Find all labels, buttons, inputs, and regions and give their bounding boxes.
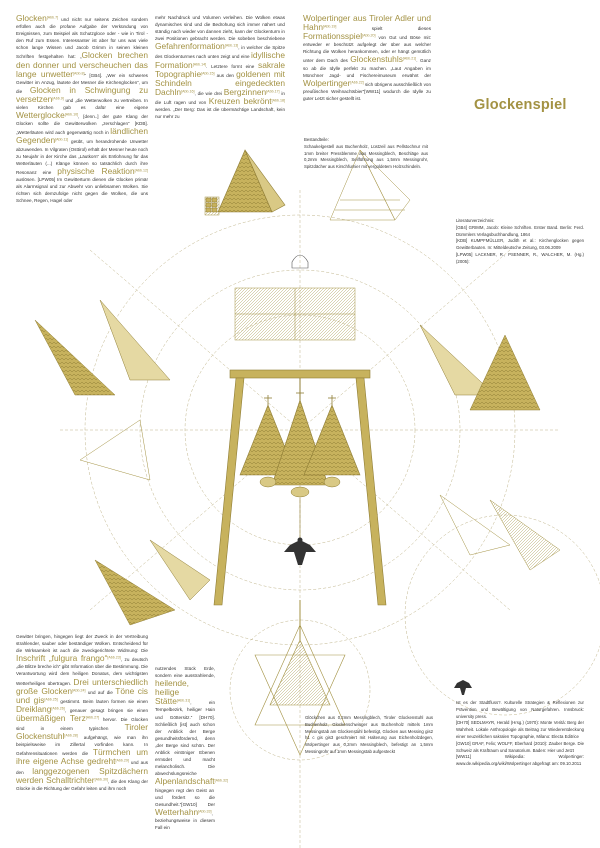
ref: [Abb.23] [107, 655, 121, 660]
materials-block [304, 137, 428, 171]
highlight-text: goldenen mit Schindeln eingedeckten Dachln [155, 68, 285, 97]
body-text: hingegen regt den Geist an und fördert so die Gesundheit.“[GW10] Der [155, 787, 215, 807]
highlight-text: Wolpertinger aus Tiroler Adler und Hahn [303, 13, 431, 33]
highlight-text: übermäßigen Terz [16, 712, 86, 723]
body-text: in die Luft ragen und von [155, 90, 285, 105]
ref: [Abb.16] [181, 89, 195, 94]
components-note [305, 715, 433, 756]
literature-entry: [GW10] GRAF, Felix; WOLFF, Eberhard (2010): Zauber Berge. Die Schweiz als Kraftraum und Sanatorium. Baden: Hier und Jetzt [456, 740, 584, 753]
central-bell-frame [214, 370, 386, 605]
body-text: von Gut und Böse mit: entweder er beschützt aufgelegt der über aus welcher Richtung die Wolken herankommen, oder er hängt gemütlich unter dem Dach des [303, 35, 431, 64]
ref: [Abb.11] [55, 137, 69, 142]
highlight-text: idyllische Formation [155, 50, 285, 70]
left-top-column [16, 14, 148, 204]
highlight-text: Glocken in Schwingung zu versetzen [16, 84, 148, 104]
body-text: und aus den [16, 760, 148, 775]
body-text: , in welcher die Spitze des Glockenturmes nach unten zeigt und eine [155, 45, 285, 60]
highlight-text: Glockenstuhls [350, 54, 403, 65]
right-side-roof-drawing [420, 325, 560, 570]
right-top-column [303, 14, 431, 102]
body-text: und „die Wetterwolken zu vertreiben. In vielen Kirchen gab es dafür eine eigene [16, 97, 148, 111]
literature-entry: [GB4] GRIMM, Jacob: Kleine Schriften. Erster Band. Berlin: Ferd. Dümmlers Verlagsbuchhandlung, 1864 [456, 224, 584, 237]
right-bottom-column [456, 700, 584, 768]
ref: [Abb.15] [201, 71, 215, 76]
ref: [Abb.9] [52, 96, 64, 101]
highlight-text: Türmchen um ihre eigene Achse gedreht [16, 747, 148, 767]
body-text: nutzendes Stück Erde, sondern eine ausstrahlende, [155, 666, 215, 679]
ref: [Abb.12] [134, 168, 148, 173]
body-text: sich übrigens ausschließlich von preußischen Weihnachtsbier“[WW11] wodurch die Idylle zu guter Letzt sicher gestellt ist. [303, 81, 431, 101]
literature-entry: [WW11] Wikipedia: Wolpertinger: www.de.wikipedia.org/wiki/Wolpertinger abgefragt am: 09.10.2011 [456, 754, 584, 767]
materials-heading: Bestandteile: [304, 137, 329, 142]
ref: [Abb.13] [224, 43, 239, 48]
small-wolpertinger-icon [454, 680, 472, 695]
highlight-text: sakrale Topographie [155, 59, 285, 79]
ref: [Abb.30] [94, 777, 108, 782]
highlight-text: Glocken brechen den donner und verscheuchen das lange unwetter [16, 50, 148, 79]
body-text: , beziehungsweise in diesem Fall ein [155, 810, 215, 830]
highlight-text: Wolpertinger [303, 77, 351, 88]
body-text: geübt, um herandrohende Unwetter abzuwenden. In Vilgraten (Osttirol) erhält der Mesner heute noch zu Neujahr in der Kirche das „Läutkorn“ als Entlohnung für das Wetterläuten (...) Klänge können so tatsächlich durch ihre Resonanz eine [16, 139, 148, 175]
ref: [Abb.31] [176, 698, 191, 703]
ref: [Abb.26] [51, 706, 65, 711]
highlight-text: Wetterhahn [155, 806, 199, 817]
body-text: spielt dieses [336, 26, 431, 32]
body-text: werden. „Der Berg: Das ist die übermächtige Landschaft, kein nur mehr zu [155, 107, 285, 120]
ref: [Abb.8] [73, 71, 85, 76]
body-text: , die wie drei [194, 90, 224, 96]
materials-text: Schaukelgestell aus Buchenholz, Lüstzeil aus Pellstochnur mit 1mm breiter Pressblemme aus Messingblech, Beschläge aus 0,2mm Messingblech, Seilführung aus 1,5mm Messingrohr, Spitzdächer aus Kirschfurnier mit vergoldetem Holzschindeln. [304, 143, 428, 170]
middle-top-column [155, 14, 285, 120]
ref: [Abb.7] [46, 15, 59, 20]
ref: [Abb.17] [266, 89, 280, 94]
literature-block [456, 218, 584, 266]
body-text: und auf die [85, 689, 116, 695]
ref: [Abb.32] [214, 778, 228, 783]
body-text: , zu deutsch „die Blitze breche ich“ gibt Information über die Bestimmung. Die Verantwortung wird dem heiligen Donatus, dem wichtigsten Wetterheiligen übertragen. [16, 657, 148, 686]
ref: [Abb.25] [44, 697, 58, 702]
components-text: Glöckchen aus 0,2mm Messingblech, Tiroler Glockenstuhl aus Buchenholz, Glockenschwinger aus Buchenholz mittels 1mm Messingstab am Glockenstuhl befestigt, Glocken aus Messing gis2 h1 c gis gis3 geschmiert mit Halterung aus Eichenholzdegen, Wolpertinger aus 0,2mm Messingblech, befestigt an 1,5mm Messingrohr auf 1mm Messingstab aufgesteckt [305, 715, 433, 754]
body-text: , die den Klang der Glocke in die Richtung der Gefahr leiten und ihm noch [16, 778, 148, 791]
left-bottom-column [16, 633, 148, 792]
body-text: aus den [214, 72, 237, 78]
literature-entry: [LPW05] LACKNER, R., PSENNER, R., WALCHER, M. (Hg.) (2005): [456, 251, 584, 264]
body-text: mehr Nachdruck und Volumen verleihen. Die Wolken etwas dynamisches sind und die Bedrohung sich immer nähert und ständig nach wieder von dannen zieht, kann der Glockenturm in zwei Positionen gebracht werden. Die sobeben beschriebene [155, 15, 285, 42]
highlight-text: Wetterglocke [16, 110, 65, 121]
highlight-text: heilende, heilige Stätte [155, 678, 189, 707]
plan-view-roof [235, 288, 355, 340]
body-text: gestimmt. Beim läuten formen sie einen [57, 698, 148, 704]
literature-entry: [DH70] SEDLMAYR, Herald (Hrsg.) (1970): Monte Verità: Berg der Wahrheit. Lokale Anthropologie als Beitrag zur Wiederentdeckung einer neuzeitlichen sakralen Topographie, Milano: Electa Editrice [456, 720, 584, 739]
highlight-text: Töne cis und gis [16, 685, 148, 705]
left-side-roof-drawing [35, 300, 170, 480]
body-text: aufgehängt, wie man ihn beispielsweise im Zillertal vorfinden kann. In Gefahrensituationen werden die [16, 735, 148, 757]
body-text: , genauer gesagt bringen sie einen [64, 707, 148, 713]
highlight-text: Kreuzen bekrönt [208, 95, 272, 106]
highlight-text: physische Reaktion [57, 165, 135, 176]
ref: [Abb.20] [362, 33, 376, 38]
body-text: , [denn..] der gute Klang der Glocken sollte die Gewitterwolken „zerschlagen“ [KDB]. „Wetterläuten wird auch gegenwärtig noch in [16, 114, 148, 136]
highlight-text: Alpenlandschaft [155, 776, 215, 787]
body-text: , ein Tempelbezirk, heiliger Hain und Göttersitz.“ [DH70]. Schließlich [ist] auch schon der Anblick der Berge gesundheitsfördernd, denn „der Berge sind schön. Der Anblick eintöniger Ebenen ermüdet und macht melancholisch. Die abwechslungsreiche [155, 700, 215, 777]
highlight-text: Gefahrenformation [155, 41, 225, 52]
page-title: Glockenspiel [474, 97, 567, 113]
highlight-text: Formationsspiel [303, 31, 363, 42]
ref: [Abb.10] [64, 112, 79, 117]
body-text: auslösen. [LPW05] Im Gewitterturm dienen die Glocken primär als Alarmsignal und zur Abwehr von unliebsamen Wolken. Sie richten sich demzufolge nicht gegen die Wolken, die uns Schnee, Regen, Hagel oder [16, 176, 148, 204]
highlight-text: langgezogenen Spitzdächern werden Schalltrichter [16, 765, 148, 785]
ref: [Abb.22] [350, 80, 364, 85]
highlight-text: Tiroler Glockenstuhl [16, 722, 148, 742]
body-text: . Letztere formt eine [206, 63, 258, 69]
highlight-text: Drei unterschiedlich große Glocken [16, 676, 148, 696]
middle-bottom-column [155, 665, 228, 831]
body-text: . Ganz so ab die Idylle perfekt zu machen. „Laut Angaben im Münchner Jagd- und Fischereimuseum erwähnt der [303, 58, 431, 78]
ref: [Abb.29] [115, 758, 129, 763]
body-text: und nicht nur seitens Zeichen sondern erfüllen auch die profane Aufgabe der Verkündung von Ereignissen, zum Beispiel als Schutzgloce oder - wie in Tirol - den Ruf zum Essen. Interessanter ist aber für uns was viele schon lange Wissen und Jacob Grimm in seinen kleinen Schriften festgehalten hat: „ [16, 17, 148, 60]
wolpertinger-eagle-icon [284, 538, 316, 566]
highlight-glocken: Glocken [16, 13, 47, 23]
highlight-text: Dreiklang [16, 703, 52, 714]
reference-continuation: Ist es der Stadtfluss?. Kulturelle Strategien & Reflexionen zur Prävention und Bewältigung von Naturgefahren. Innsbruck: university press. [456, 700, 584, 719]
ref: [Abb.33] [198, 809, 212, 814]
bottom-left-roof-drawing [95, 540, 210, 625]
ref: [Abb.21] [402, 56, 417, 61]
ref: [Abb.28] [64, 733, 78, 738]
highlight-text: ländlichen Gegenden [16, 126, 148, 146]
ref: [Abb.14] [192, 62, 207, 67]
ref: [Abb.19] [323, 24, 337, 29]
literature-heading: Literaturverzeichnis: [456, 218, 495, 223]
ref: [Abb.18] [271, 98, 285, 103]
body-text: “ [GB4]. „Wer ein schweres Gewitter im Anzug, läutete der Mesner die Kirchenglocken“, um die [16, 72, 148, 94]
highlight-text: Bergzinnen [223, 86, 267, 97]
ref: [Abb.24] [72, 688, 86, 693]
body-text: hervor. Die Glocken sind in einem typischen [16, 716, 149, 732]
literature-entry: [KDB] KUMPFMÜLLER, Judith et al.: Kirchenglocken gegen Gewitterbauten. In: Mitteldeutsche Zeitung, 03.06.2009 [456, 238, 584, 251]
ref: [Abb.27] [85, 715, 100, 720]
highlight-text: Inschrift „fulgura frango“ [16, 653, 108, 664]
body-text: Gewitter bringen, hingegen liegt der Zweck in der Vertreibung strahlender, sauber oder beständiger Wolken. Entscheidend für die Wirksamkeit ist auch die zweckgerichtete Widmung: Die [16, 634, 148, 654]
